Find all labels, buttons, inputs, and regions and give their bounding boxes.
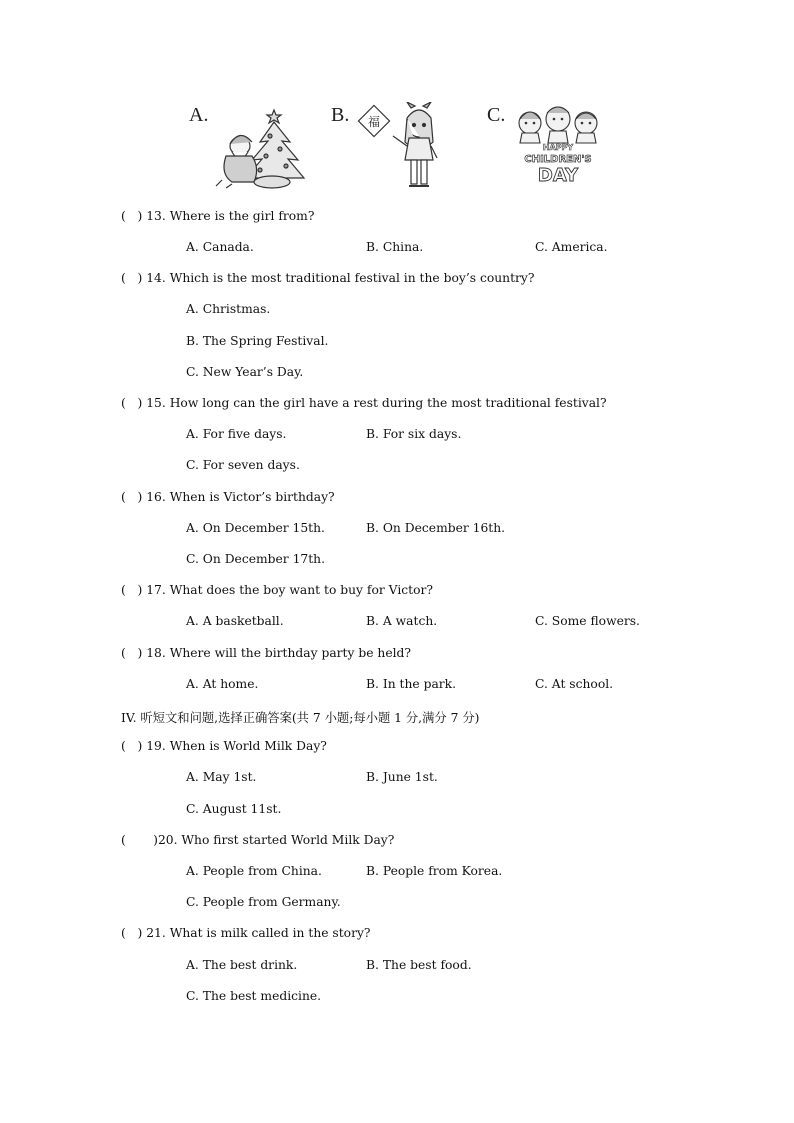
question-15-option-c: C. For seven days. [186,458,300,472]
question-20-option-a: A. People from China. [186,864,322,878]
question-17-option-b: B. A watch. [366,614,438,628]
question-19-option-b: B. June 1st. [366,770,438,784]
question-15-option-a: A. For five days. [186,427,287,441]
section-iv-heading: IV. 听短文和问题,选择正确答案(共 7 小题;每小题 1 分,满分 7 分) [121,711,480,725]
fu-character: 福 [367,115,381,129]
question-15-option-b: B. For six days. [366,427,462,441]
picture-c-label: C. [487,104,506,126]
question-21-option-c: C. The best medicine. [186,989,322,1003]
question-13-option-c: C. America. [535,240,608,254]
question-14-option-a: A. Christmas. [186,302,271,316]
question-18-option-c: C. At school. [535,677,614,691]
question-13-stem: ( ) 13. Where is the girl from? [121,209,315,223]
question-20-option-c: C. People from Germany. [186,895,341,909]
question-16-option-a: A. On December 15th. [186,521,325,535]
question-21-stem: ( ) 21. What is milk called in the story? [121,926,371,940]
picture-b-label: B. [331,104,350,126]
happy-text: HAPPY [542,143,574,152]
question-15-stem: ( ) 15. How long can the girl have a rest during the most traditional festival? [121,396,607,410]
question-14-option-b: B. The Spring Festival. [186,334,329,348]
picture-a-label: A. [189,104,209,126]
question-16-option-b: B. On December 16th. [366,521,506,535]
question-14-stem: ( ) 14. Which is the most traditional festival in the boy’s country? [121,271,535,285]
question-17-stem: ( ) 17. What does the boy want to buy for Victor? [121,583,433,597]
question-18-stem: ( ) 18. Where will the birthday party be held? [121,646,412,660]
question-17-option-c: C. Some flowers. [535,614,640,628]
question-17-option-a: A. A basketball. [186,614,284,628]
question-18-option-a: A. At home. [186,677,259,691]
question-20-option-b: B. People from Korea. [366,864,503,878]
question-16-stem: ( ) 16. When is Victor’s birthday? [121,490,335,504]
day-text: DAY [537,165,579,185]
question-19-stem: ( ) 19. When is World Milk Day? [121,739,327,753]
girl-fu-sign-illustration [357,102,443,192]
question-18-option-b: B. In the park. [366,677,457,691]
question-14-option-c: C. New Year’s Day. [186,365,304,379]
question-19-option-a: A. May 1st. [186,770,257,784]
question-21-option-b: B. The best food. [366,958,472,972]
question-16-option-c: C. On December 17th. [186,552,326,566]
childrens-day-illustration [512,103,604,185]
childrens-text: CHILDREN'S [524,154,592,165]
question-13-option-b: B. China. [366,240,424,254]
question-19-option-c: C. August 11st. [186,802,282,816]
question-13-option-a: A. Canada. [186,240,254,254]
christmas-santa-illustration [212,104,312,190]
question-21-option-a: A. The best drink. [186,958,298,972]
question-20-stem: ( )20. Who first started World Milk Day? [121,833,395,847]
